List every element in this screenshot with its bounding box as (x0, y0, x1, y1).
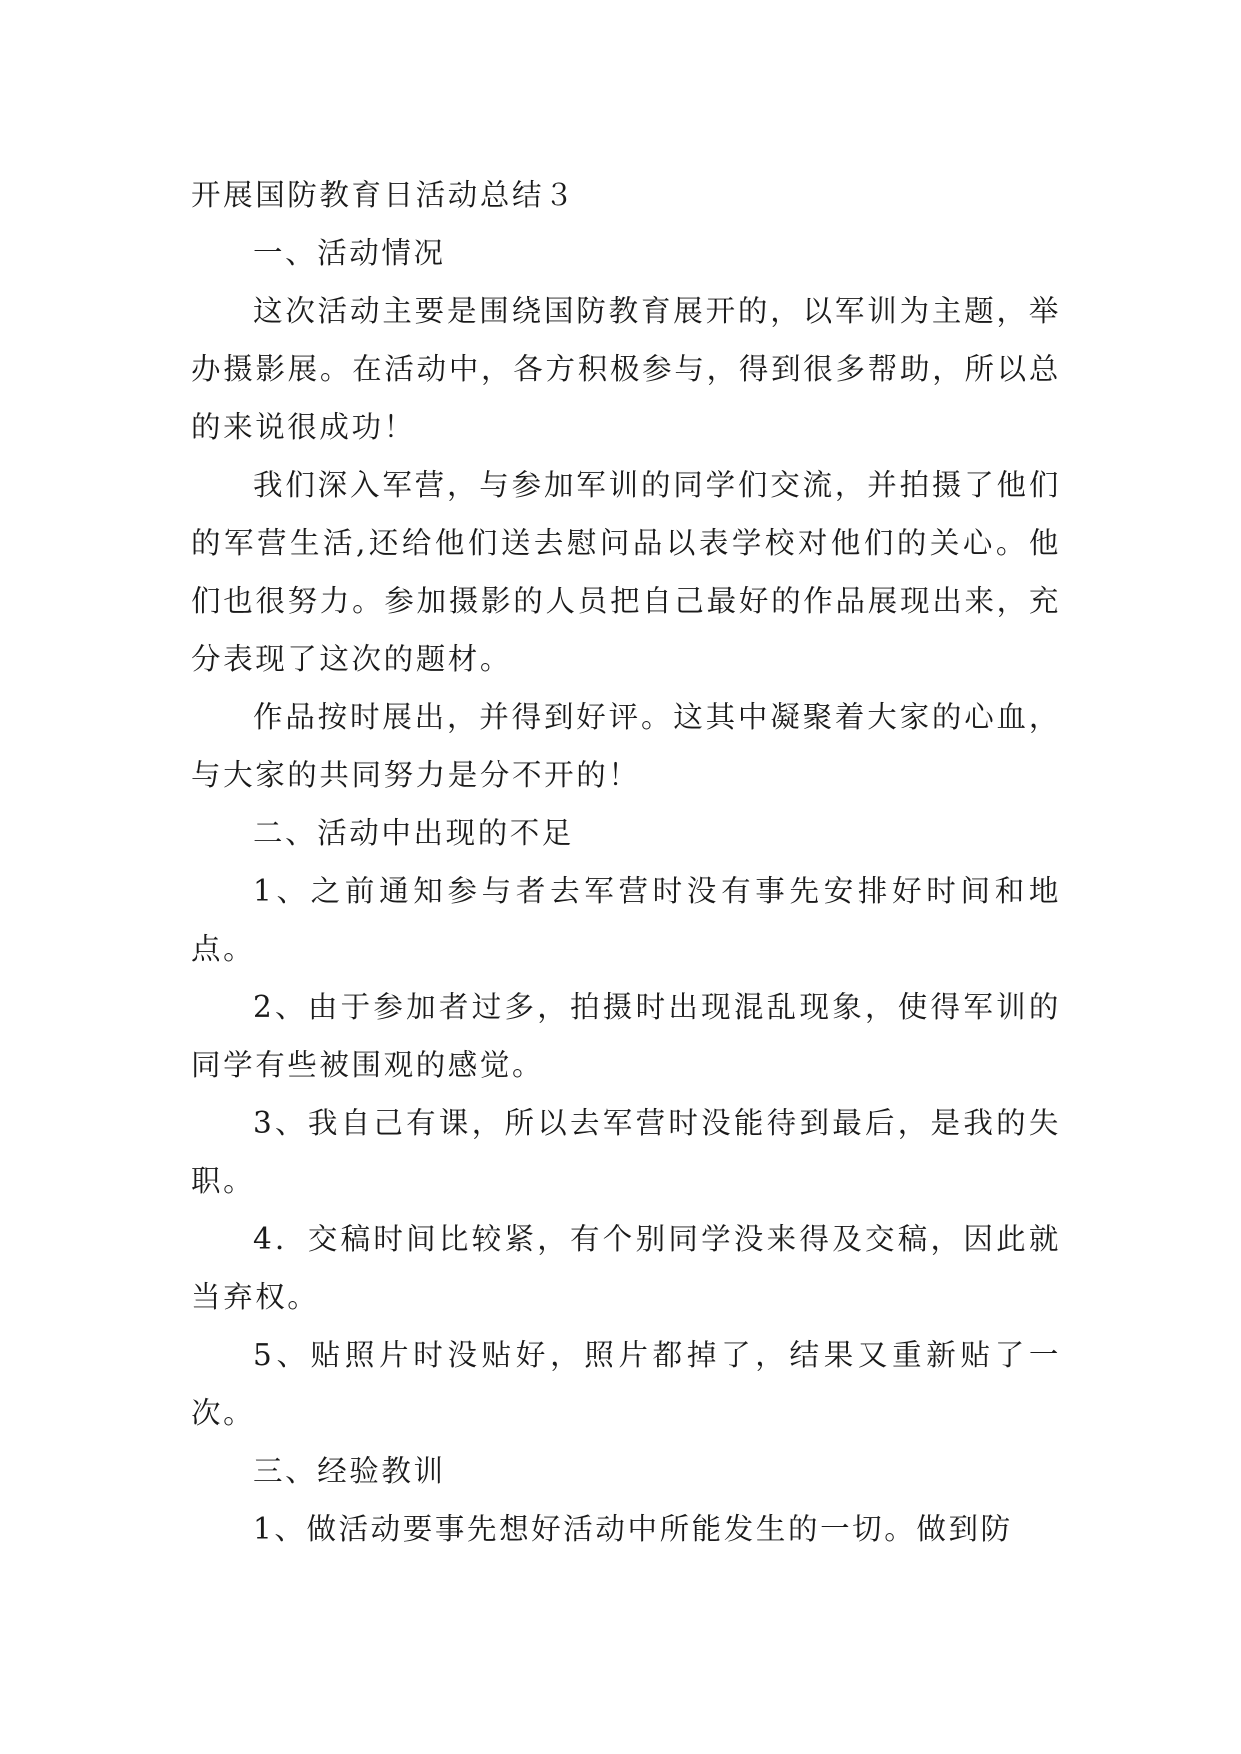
shortcoming-item-4: 4．交稿时间比较紧，有个别同学没来得及交稿，因此就当弃权。 (191, 1222, 1061, 1314)
lesson-item-1: 1、做活动要事先想好活动中所能发生的一切。做到防 (253, 1512, 1013, 1546)
section-heading-shortcomings: 二、活动中出现的不足 (253, 816, 575, 850)
paragraph-exhibition-result: 作品按时展出，并得到好评。这其中凝聚着大家的心血，与大家的共同努力是分不开的！ (191, 700, 1061, 792)
document-title: 开展国防教育日活动总结３ (191, 178, 577, 212)
paragraph-camp-visit: 我们深入军营，与参加军训的同学们交流，并拍摄了他们的军营生活,还给他们送去慰问品以表学校对他们的关心。他们也很努力。参加摄影的人员把自己最好的作品展现出来，充分表现了这次的题材。 (191, 468, 1061, 676)
shortcoming-item-3: 3、我自己有课，所以去军营时没能待到最后，是我的失职。 (191, 1106, 1061, 1198)
section-heading-lessons: 三、经验教训 (253, 1454, 446, 1488)
section-heading-activity-overview: 一、活动情况 (253, 236, 446, 270)
document-body (191, 166, 1061, 1558)
shortcoming-item-2: 2、由于参加者过多，拍摄时出现混乱现象，使得军训的同学有些被围观的感觉。 (191, 990, 1061, 1082)
shortcoming-item-1: 1、之前通知参与者去军营时没有事先安排好时间和地点。 (191, 874, 1061, 966)
paragraph-activity-summary: 这次活动主要是围绕国防教育展开的，以军训为主题，举办摄影展。在活动中，各方积极参与，得到很多帮助，所以总的来说很成功！ (191, 294, 1061, 444)
shortcoming-item-5: 5、贴照片时没贴好，照片都掉了，结果又重新贴了一次。 (191, 1338, 1061, 1430)
